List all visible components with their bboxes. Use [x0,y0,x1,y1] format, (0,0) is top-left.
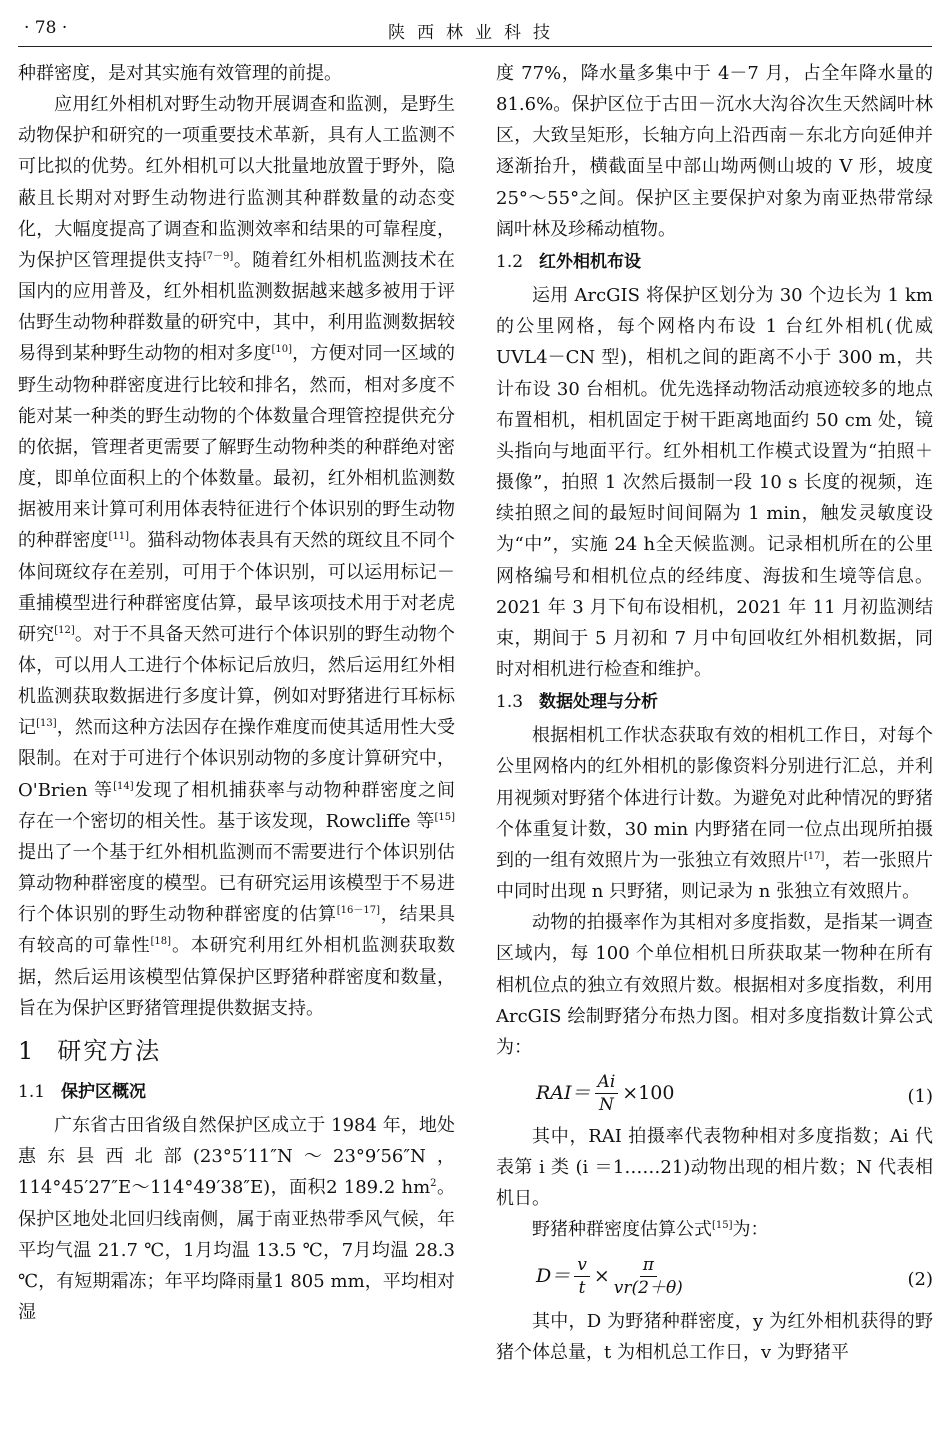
paragraph: 其中，D 为野猪种群密度，y 为红外相机获得的野猪个体总量，t 为相机总工作日，v 为野猪平 [496,1310,933,1363]
paragraph-intro: 应用红外相机对野生动物开展调查和监测，是野生动物保护和研究的一项重要技术革新，具有人工监测不可比拟的优势。红外相机可以大批量地放置于野外，隐蔽且长期对对野生动物进行监测其种群数量的动态变化，大幅度提高了调查和监测效率和结果的可靠程度，为保护区管理提供支持[7－9]。随着红外相机监测技术在国内的应用普及，红外相机监测数据越来越多被用于评估野生动物种群数量的研究中，其中，利用监测数据较易得到某种野生动物的相对多度[10]，方便对同一区域的野生动物种群密度进行比较和排名，然而，相对多度不能对某一种类的野生动物的个体数量合理管控提供充分的依据，管理者更需要了解野生动物种类的种群绝对密度，即单位面积上的个体数量。最初，红外相机监测数据被用来计算可利用体表特征进行个体识别的野生动物的种群密度[11]。猫科动物体表具有天然的斑纹且不同个体间斑纹存在差别，可用于个体识别，可以运用标记－重捕模型进行种群密度估算，最早该项技术用于对老虎研究[12]。对于不具备天然可进行个体识别的野生动物个体，可以用人工进行个体标记后放归，然后运用红外相机监测获取数据进行多度计算，例如对野猪进行耳标标记[13]，然而这种方法因存在操作难度而使其适用性大受限制。在对于可进行个体识别动物的多度计算研究中，O'Brien 等[14]发现了相机捕获率与动物种群密度之间存在一个密切的相关性。基于该发现，Rowcliffe 等[15]提出了一个基于红外相机监测而不需要进行个体识别估算动物种群密度的模型。已有研究运用该模型于不易进行个体识别的野生动物种群密度的估算[16－17]，结果具有较高的可靠性[18]。本研究利用红外相机监测获取数据，然后运用该模型估算保护区野猪种群密度和数量，旨在为保护区野猪管理提供数据支持。 [18,94,456,1019]
citation: [12] [54,624,75,636]
citation: [15] [712,1220,733,1232]
subsection-heading: 1.1 保护区概况 [18,1082,147,1102]
citation: [18] [150,936,172,948]
paragraph: 广东省古田省级自然保护区成立于 1984 年，地处惠东县西北部(23°5′11″N～23°9′56″N，114°45′27″E～114°49′38″E)，面积2 189.2 $hm^2$。保护区地处北回归线南侧，属于南亚热带季风气候，年平均气温 21.7 ℃，1月均温 13.5 ℃，7月均温 28.3 ℃，有短期霜冻；年平均降雨量1 805 mm，平均相对湿 [18,1115,456,1324]
right-column [496,58,933,1368]
paragraph: 动物的拍摄率作为其相对多度指数，是指某一调查区域内，每 100 个单位相机日所获取某一物种在所有相机位点的独立有效照片数。根据相对多度指数，利用 ArcGIS 绘制野猪分布热力图。相对多度指数计算公式为： [496,912,933,1058]
citation: [7－9] [202,250,234,262]
paragraph: 根据相机工作状态获取有效的相机工作日，对每个公里网格内的红外相机的影像资料分别进行汇总，并利用视频对野猪个体进行计数。为避免对此种情况的野猪个体重复计数，30 min 内野猪在同一位点出现所拍摄到的一组有效照片为一张独立有效照片[17]，若一张照片中同时出现 n 只野猪，则记录为 n 张独立有效照片。 [496,725,934,903]
left-column [18,58,455,1328]
subsection-heading: 1.2 红外相机布设 [496,251,642,272]
journal-title: 陕西林业科技 [388,23,562,43]
citation: [17] [803,850,825,862]
equation-1: RAI＝ $\frac{Ai}{N}$ ×100 (1) [536,1072,933,1115]
citation: [11] [108,531,130,543]
subsection-heading: 1.3 数据处理与分析 [496,692,659,713]
equation-2: D＝ $\frac{v}{t}$ × $\frac{\pi}{vr(2+\theta)}$ (2) [536,1254,933,1298]
equation-number: (1) [907,1086,933,1107]
paragraph: 种群密度，是对其实施有效管理的前提。 [18,63,342,84]
citation: [15] [434,811,455,823]
equation-number: (2) [907,1268,933,1290]
citation: [16－17] [336,905,381,917]
citation: [13] [36,718,57,730]
paragraph: 野猪种群密度估算公式[15]为： [532,1219,769,1241]
section-heading: 1 研究方法 [18,1036,162,1065]
paragraph: 运用 ArcGIS 将保护区划分为 30 个边长为 1 km的公里网格，每个网格内布设 1 台红外相机(优威 UVL4－CN 型)，相机之间的距离不小于 300 m，共计布设 30 台相机。优先选择动物活动痕迹较多的地点布置相机，相机固定于树干距离地面约 50 cm 处，镜头指向与地面平行。红外相机工作模式设置为“拍照＋摄像”，拍照 1 次然后摄制一段 10 s 长度的视频，连续拍照之间的最短时间间隔为 1 min，触发灵敏度设为“中”，实施 24 h全天候监测。记录相机所在的公里网格编号和相机位点的经纬度、海拔和生境等信息。2021 年 3 月下旬布设相机，2021 年 11 月初监测结束，期间于 5 月初和 7 月中旬回收红外相机数据，同时对相机进行检查和维护。 [496,285,933,680]
paragraph: 其中，RAI 拍摄率代表物种相对多度指数；Ai 代表第 i 类 (i ＝1……21)动物出现的相片数；N 代表相机日。 [496,1126,933,1210]
citation: [10] [271,344,293,356]
page-header [18,10,932,47]
paragraph: 度 77%，降水量多集中于 4－7 月，占全年降水量的 81.6%。保护区位于古田－沉水大沟谷次生天然阔叶林区，大致呈矩形，长轴方向上沿西南－东北方向延伸并逐渐抬升，横截面呈中部山坳两侧山坡的 V 形，坡度 25°～55°之间。保护区主要保护对象为南亚热带常绿阔叶林及珍稀动植物。 [496,63,933,240]
citation: [14] [113,780,134,792]
page-number: · 78 · [24,18,68,38]
